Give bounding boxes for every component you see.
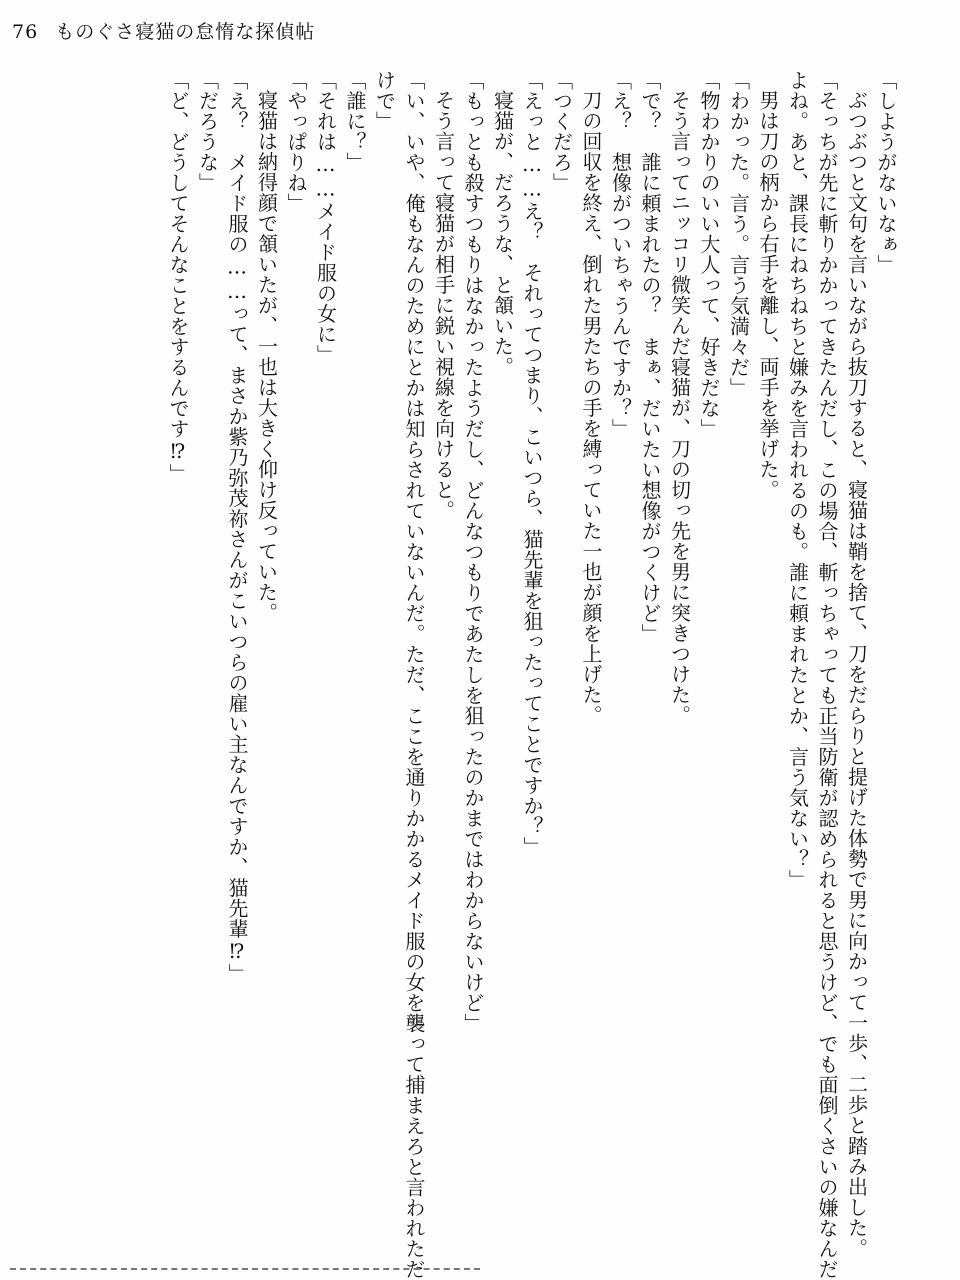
text-line: 「ど、どうしてそんなことをするんです⁉」	[166, 70, 190, 484]
text-line: 「やっぱりね」	[284, 70, 308, 214]
text-line: 寝猫は納得顔で頷いたが、一也は大きく仰け反っていた。	[254, 90, 279, 623]
text-line: 「え？ メイド服の……って、まさか紫乃弥茂祢さんがこいつらの雇い主なんですか、猫先輩⁉」	[225, 70, 249, 984]
text-line: 「い、いや、俺もなんのためにとかは知らされていないんだ。ただ、ここを通りかかるメイド服の女を襲って捕まえろと言われただ	[402, 70, 426, 1280]
running-header	[12, 20, 315, 44]
text-line: そう言ってニッコリ微笑んだ寝猫が、刀の切っ先を男に突きつけた。	[667, 90, 692, 726]
text-line: 「それは……メイド服の女に」	[313, 70, 338, 365]
text-line: 「えっと……え？ それってつまり、こいつら、猫先輩を狙ったってことですか？」	[520, 70, 544, 857]
text-line: よね。あと、課長にねちねちと嫌みを言われるのも。誰に頼まれたとか、言う気ない？」	[785, 70, 810, 890]
text-line: 「もっとも殺すつもりはなかったようだし、どんなつもりであたしを狙ったのかまではわからないけど」	[461, 70, 485, 1034]
text-line: ぶつぶつと文句を言いながら抜刀すると、寝猫は鞘を捨て、刀をだらりと提げた体勢で男に向かって一歩、二歩と踏み出した。	[844, 90, 869, 1259]
text-line: 寝猫が、だろうな、と頷いた。	[490, 90, 515, 377]
page-number: 76	[12, 21, 39, 43]
text-line: 「わかった。言う。言う気満々だ」	[726, 70, 751, 398]
text-line: 「で？ 誰に頼まれたの？ まぁ、だいたい想像がつくけど」	[638, 70, 662, 644]
text-line: 男は刀の柄から右手を離し、両手を挙げた。	[756, 90, 780, 500]
bottom-rule	[10, 1268, 480, 1270]
text-line: 「え？ 想像がついちゃうんですか？」	[608, 70, 633, 439]
text-line: 「だろうな」	[195, 70, 220, 193]
text-line: 刀の回収を終え、倒れた男たちの手を縛っていた一也が顔を上げた。	[579, 90, 603, 726]
text-line: 「つくだろ」	[549, 70, 574, 193]
text-line: 「誰に？」	[343, 70, 367, 173]
text-line: 「しようがないなぁ」	[874, 70, 898, 275]
text-line: 「そっちが先に斬りかかってきたんだし、この場合、斬っちゃっても正当防衛が認められると思うけど、でも面倒くさいの嫌なんだ	[815, 70, 839, 1280]
book-title: ものぐさ寝猫の怠惰な探偵帖	[55, 21, 316, 43]
vertical-text-body	[40, 70, 900, 1280]
text-line: 「物わかりのいい大人って、好きだな」	[697, 70, 721, 439]
text-line: けで」	[372, 70, 397, 132]
text-line: そう言って寝猫が相手に鋭い視線を向けると。	[431, 90, 456, 521]
